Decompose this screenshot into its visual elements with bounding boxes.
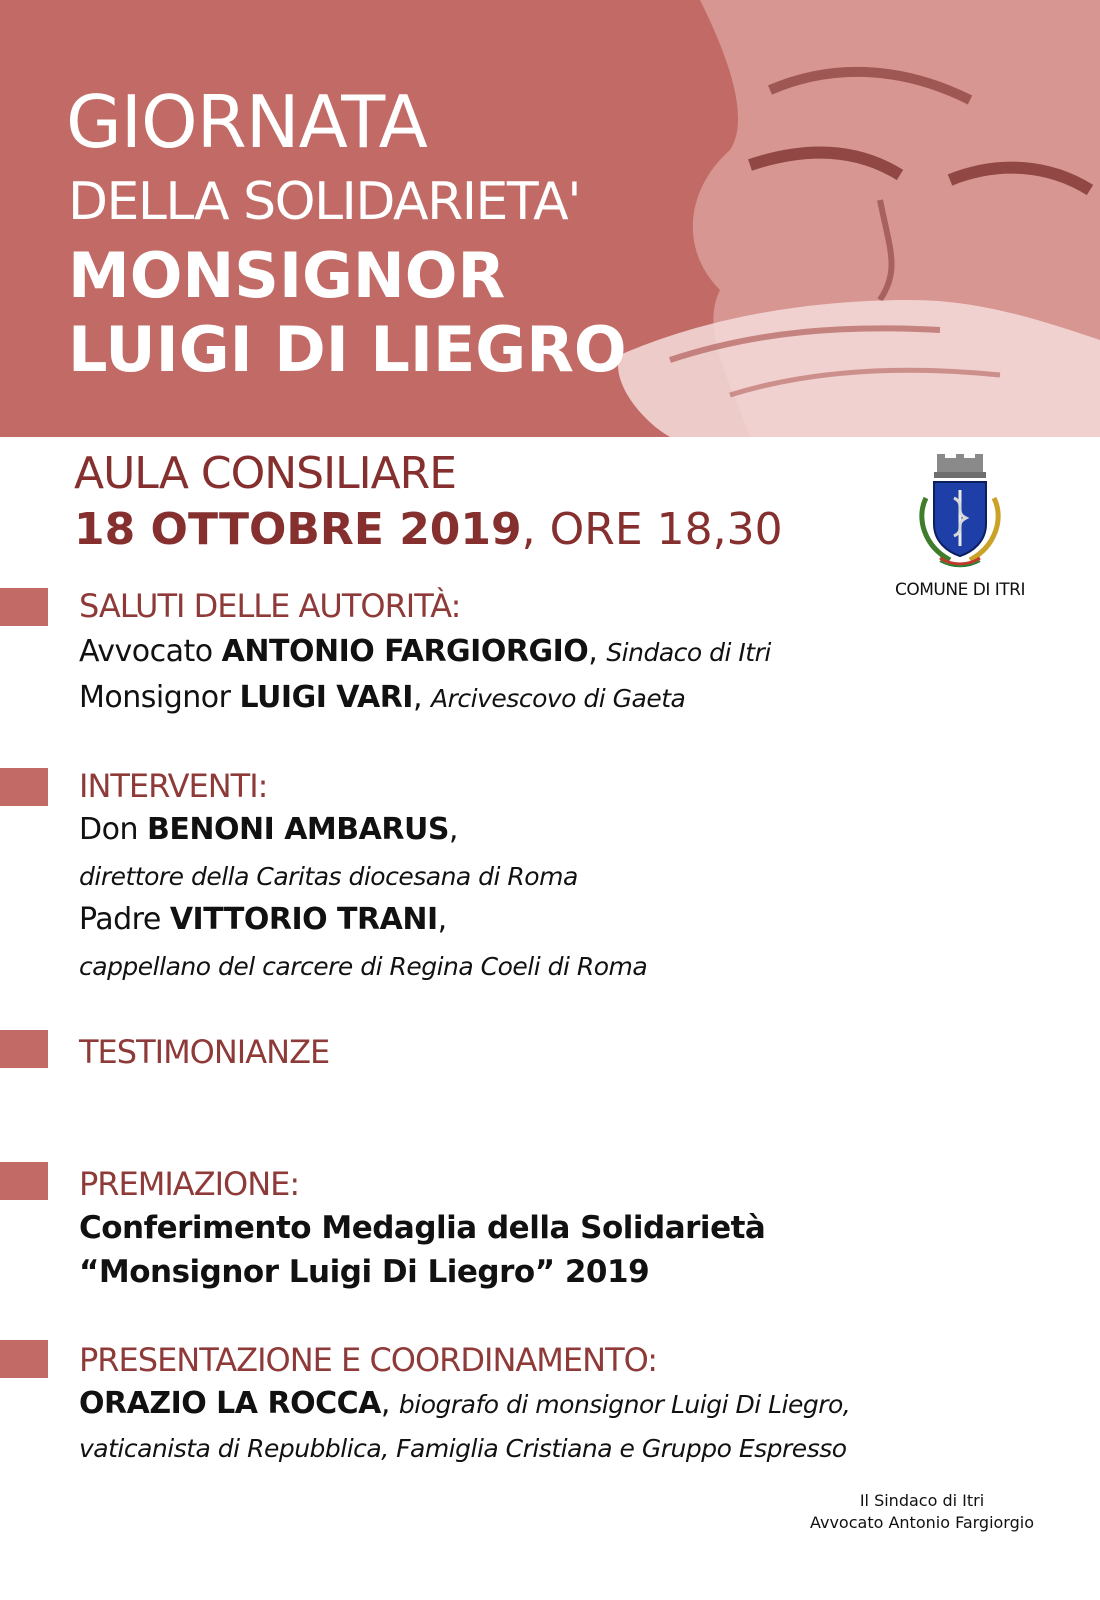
section-marker bbox=[0, 588, 48, 626]
speaker-role: direttore della Caritas diocesana di Roma bbox=[79, 862, 578, 891]
signature-line-1: Il Sindaco di Itri bbox=[859, 1491, 985, 1510]
speaker-prefix: Don bbox=[79, 812, 148, 847]
coordinator-name: ORAZIO LA ROCCA bbox=[79, 1386, 381, 1421]
section-marker bbox=[0, 1030, 48, 1068]
speaker-prefix: Avvocato bbox=[79, 634, 222, 669]
speaker-prefix: Monsignor bbox=[79, 680, 240, 715]
coordinator: ORAZIO LA ROCCA, biografo di monsignor Luigi Di Liegro, bbox=[79, 1386, 851, 1421]
section-title-coordination: PRESENTAZIONE E COORDINAMENTO: bbox=[79, 1341, 658, 1379]
section-marker bbox=[0, 768, 48, 806]
signature-line-2: Avvocato Antonio Fargiorgio bbox=[809, 1513, 1034, 1532]
section-title-award: PREMIAZIONE: bbox=[79, 1165, 300, 1203]
section-marker bbox=[0, 1162, 48, 1200]
title-name: LUIGI DI LIEGRO bbox=[68, 313, 627, 386]
speaker-mayor: Avvocato ANTONIO FARGIORGIO, Sindaco di Itri bbox=[79, 634, 771, 669]
speaker-ambarus: Don BENONI AMBARUS, bbox=[79, 812, 458, 847]
section-title-testimonies: TESTIMONIANZE bbox=[79, 1033, 330, 1071]
event-time: , ORE 18,30 bbox=[521, 504, 783, 555]
award-line-2: “Monsignor Luigi Di Liegro” 2019 bbox=[79, 1254, 650, 1290]
speaker-role: cappellano del carcere di Regina Coeli di Roma bbox=[79, 952, 648, 981]
hero-banner bbox=[0, 0, 1100, 437]
coat-of-arms-icon bbox=[910, 454, 1010, 574]
venue-label: AULA CONSILIARE bbox=[74, 448, 457, 499]
event-day: 18 OTTOBRE 2019 bbox=[74, 504, 522, 555]
coordinator-role-line-2: vaticanista di Repubblica, Famiglia Cristiana e Gruppo Espresso bbox=[79, 1434, 847, 1463]
award-line-1: Conferimento Medaglia della Solidarietà bbox=[79, 1210, 766, 1246]
portrait-illustration bbox=[580, 0, 1100, 437]
section-title-talks: INTERVENTI: bbox=[79, 767, 268, 805]
speaker-prefix: Padre bbox=[79, 902, 170, 937]
section-title-greetings: SALUTI DELLE AUTORITÀ: bbox=[79, 587, 461, 625]
title-solidarieta: DELLA SOLIDARIETA' bbox=[68, 172, 580, 232]
section-marker bbox=[0, 1340, 48, 1378]
speaker-role: Arcivescovo di Gaeta bbox=[431, 684, 686, 713]
speaker-name: BENONI AMBARUS bbox=[147, 812, 449, 847]
event-date bbox=[74, 502, 783, 558]
speaker-name: LUIGI VARI bbox=[239, 680, 413, 715]
speaker-archbishop: Monsignor LUIGI VARI, Arcivescovo di Gaeta bbox=[79, 680, 686, 715]
speaker-name: ANTONIO FARGIORGIO bbox=[221, 634, 589, 669]
speaker-name: VITTORIO TRANI bbox=[169, 902, 438, 937]
title-giornata: GIORNATA bbox=[66, 80, 427, 164]
speaker-role: Sindaco di Itri bbox=[606, 638, 771, 667]
crest-label: COMUNE DI ITRI bbox=[895, 580, 1025, 600]
coordinator-role: biografo di monsignor Luigi Di Liegro, bbox=[398, 1390, 851, 1419]
title-monsignor: MONSIGNOR bbox=[68, 239, 506, 312]
signature bbox=[810, 1490, 1034, 1534]
speaker-trani: Padre VITTORIO TRANI, bbox=[79, 902, 447, 937]
